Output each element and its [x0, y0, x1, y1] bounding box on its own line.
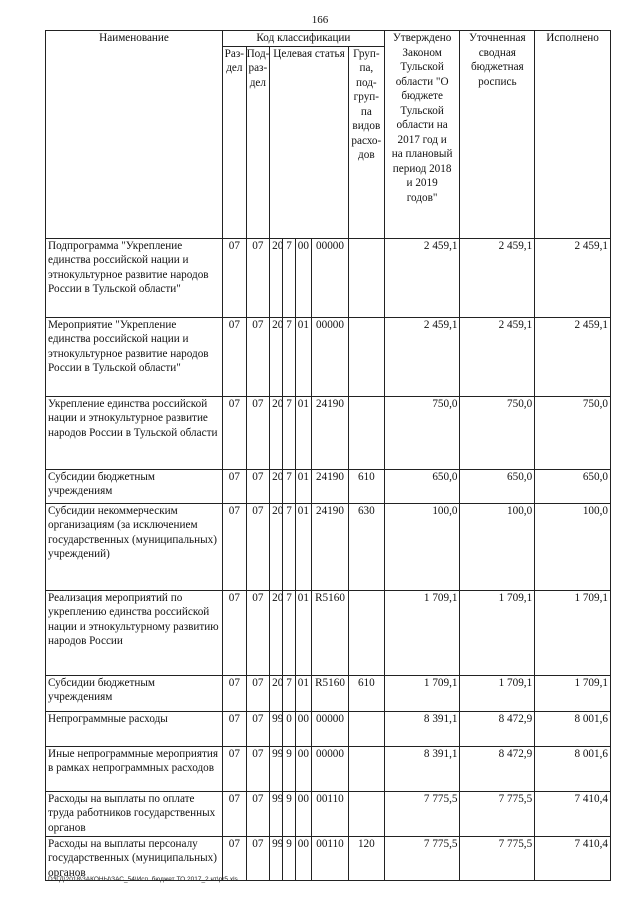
row-expense-group [348, 791, 384, 836]
row-executed: 2 459,1 [535, 238, 611, 317]
row-section: 07 [223, 836, 247, 881]
header-expense-group: Груп- па, под- груп- па видов расхо- дов [348, 46, 384, 238]
row-target-article-program: 20 [270, 675, 283, 711]
table-row [46, 836, 611, 881]
row-executed: 8 001,6 [535, 746, 611, 791]
row-refined: 7 775,5 [460, 836, 535, 881]
row-approved: 100,0 [384, 503, 460, 590]
page-number: 166 [311, 14, 329, 26]
row-target-article-main-event: 00 [295, 746, 311, 791]
row-approved: 650,0 [384, 469, 460, 503]
row-expense-group [348, 590, 384, 675]
row-executed: 7 410,4 [535, 836, 611, 881]
row-target-article-main-event: 00 [295, 238, 311, 317]
table-row [46, 791, 611, 836]
row-executed: 100,0 [535, 503, 611, 590]
row-target-article-main-event: 01 [295, 396, 311, 469]
row-refined: 8 472,9 [460, 746, 535, 791]
row-executed: 8 001,6 [535, 711, 611, 746]
row-name: Подпрограмма "Укрепление единства российской нации и этнокультурное развитие народов России в Тульской области" [46, 238, 223, 317]
table-row [46, 469, 611, 503]
row-approved: 1 709,1 [384, 590, 460, 675]
row-target-article-program: 20 [270, 238, 283, 317]
row-target-article-program: 99 [270, 836, 283, 881]
row-target-article-program: 20 [270, 396, 283, 469]
row-expense-group: 610 [348, 675, 384, 711]
budget-table [45, 30, 611, 881]
row-target-article-program: 99 [270, 791, 283, 836]
row-subsection: 07 [246, 836, 270, 881]
row-refined: 7 775,5 [460, 791, 535, 836]
row-subsection: 07 [246, 469, 270, 503]
row-target-article-program: 20 [270, 469, 283, 503]
row-executed: 1 709,1 [535, 675, 611, 711]
row-target-article-main-event: 00 [295, 836, 311, 881]
row-refined: 1 709,1 [460, 590, 535, 675]
row-refined: 8 472,9 [460, 711, 535, 746]
row-target-article-subprogram: 7 [283, 590, 295, 675]
row-target-article-subprogram: 7 [283, 238, 295, 317]
row-target-article-subprogram: 9 [283, 746, 295, 791]
row-target-article-program: 99 [270, 711, 283, 746]
table-row [46, 711, 611, 746]
row-expense-group: 630 [348, 503, 384, 590]
row-expense-group [348, 238, 384, 317]
row-target-article-subprogram: 7 [283, 469, 295, 503]
row-section: 07 [223, 791, 247, 836]
row-target-article-main-event: 00 [295, 711, 311, 746]
row-target-article-direction: 00110 [312, 836, 349, 881]
table-row [46, 590, 611, 675]
row-executed: 2 459,1 [535, 317, 611, 396]
row-approved: 8 391,1 [384, 711, 460, 746]
row-expense-group [348, 396, 384, 469]
row-section: 07 [223, 711, 247, 746]
row-refined: 1 709,1 [460, 675, 535, 711]
row-target-article-program: 20 [270, 317, 283, 396]
row-expense-group: 120 [348, 836, 384, 881]
row-target-article-subprogram: 7 [283, 675, 295, 711]
row-name: Расходы на выплаты персоналу государственных (муниципальных) органов [46, 836, 223, 881]
row-section: 07 [223, 590, 247, 675]
row-target-article-direction: 00000 [312, 746, 349, 791]
row-target-article-direction: 00000 [312, 238, 349, 317]
row-approved: 8 391,1 [384, 746, 460, 791]
row-target-article-main-event: 01 [295, 317, 311, 396]
row-target-article-direction: 00000 [312, 711, 349, 746]
header-subsection: Под- раз- дел [246, 46, 270, 238]
row-approved: 750,0 [384, 396, 460, 469]
header-name: Наименование [46, 31, 223, 239]
table-row [46, 746, 611, 791]
row-target-article-main-event: 01 [295, 675, 311, 711]
row-section: 07 [223, 503, 247, 590]
header-section: Раз- дел [223, 46, 247, 238]
row-target-article-program: 99 [270, 746, 283, 791]
row-name: Реализация мероприятий по укреплению единства российской нации и этнокультурному развитию народов России [46, 590, 223, 675]
row-executed: 7 410,4 [535, 791, 611, 836]
header-approved: Утверждено Законом Тульской области "О бюджете Тульской области на 2017 год и на плановый период 2018 и 2019 годов" [384, 31, 460, 239]
row-subsection: 07 [246, 711, 270, 746]
row-expense-group: 610 [348, 469, 384, 503]
row-expense-group [348, 746, 384, 791]
header-refined: Уточненная сводная бюджетная роспись [460, 31, 535, 239]
row-name: Мероприятие "Укрепление единства российской нации и этнокультурное развитие народов России в Тульской области" [46, 317, 223, 396]
row-expense-group [348, 317, 384, 396]
header-target-article: Целевая статья [270, 46, 349, 238]
table-row [46, 675, 611, 711]
row-executed: 1 709,1 [535, 590, 611, 675]
row-section: 07 [223, 675, 247, 711]
row-name: Расходы на выплаты по оплате труда работников государственных органов [46, 791, 223, 836]
row-subsection: 07 [246, 791, 270, 836]
row-name: Иные непрограммные мероприятия в рамках непрограммных расходов [46, 746, 223, 791]
table-row [46, 396, 611, 469]
header-code-classification: Код классификации [223, 31, 385, 47]
row-refined: 100,0 [460, 503, 535, 590]
row-subsection: 07 [246, 675, 270, 711]
row-name: Субсидии бюджетным учреждениям [46, 469, 223, 503]
row-section: 07 [223, 746, 247, 791]
row-target-article-direction: R5160 [312, 590, 349, 675]
row-name: Субсидии бюджетным учреждениям [46, 675, 223, 711]
row-target-article-direction: 00110 [312, 791, 349, 836]
row-target-article-main-event: 01 [295, 590, 311, 675]
row-target-article-subprogram: 7 [283, 396, 295, 469]
footer-file-path: D:\ГД\2018\ЗАКОНЫ\ЗАС_54\Исп. бюджет ТО 2017_2 чт\pr5.xls [48, 876, 238, 883]
table-row [46, 317, 611, 396]
table-row [46, 503, 611, 590]
row-target-article-direction: 24190 [312, 469, 349, 503]
row-target-article-direction: 24190 [312, 396, 349, 469]
row-target-article-program: 20 [270, 590, 283, 675]
row-refined: 650,0 [460, 469, 535, 503]
row-target-article-subprogram: 9 [283, 836, 295, 881]
row-target-article-subprogram: 0 [283, 711, 295, 746]
row-target-article-direction: 00000 [312, 317, 349, 396]
row-section: 07 [223, 469, 247, 503]
table-row [46, 238, 611, 317]
row-target-article-subprogram: 9 [283, 791, 295, 836]
row-subsection: 07 [246, 590, 270, 675]
row-target-article-subprogram: 7 [283, 317, 295, 396]
row-refined: 750,0 [460, 396, 535, 469]
row-name: Укрепление единства российской нации и этнокультурное развитие народов России в Тульской области [46, 396, 223, 469]
row-target-article-main-event: 01 [295, 503, 311, 590]
row-target-article-direction: R5160 [312, 675, 349, 711]
row-subsection: 07 [246, 238, 270, 317]
row-subsection: 07 [246, 503, 270, 590]
row-target-article-main-event: 00 [295, 791, 311, 836]
row-approved: 7 775,5 [384, 791, 460, 836]
header-executed: Исполнено [535, 31, 611, 239]
row-executed: 650,0 [535, 469, 611, 503]
row-approved: 2 459,1 [384, 317, 460, 396]
row-approved: 1 709,1 [384, 675, 460, 711]
row-subsection: 07 [246, 317, 270, 396]
row-approved: 7 775,5 [384, 836, 460, 881]
row-refined: 2 459,1 [460, 317, 535, 396]
row-approved: 2 459,1 [384, 238, 460, 317]
row-refined: 2 459,1 [460, 238, 535, 317]
row-section: 07 [223, 238, 247, 317]
row-subsection: 07 [246, 396, 270, 469]
row-section: 07 [223, 396, 247, 469]
row-name: Непрограммные расходы [46, 711, 223, 746]
row-target-article-subprogram: 7 [283, 503, 295, 590]
row-target-article-direction: 24190 [312, 503, 349, 590]
row-executed: 750,0 [535, 396, 611, 469]
row-target-article-main-event: 01 [295, 469, 311, 503]
row-target-article-program: 20 [270, 503, 283, 590]
table-body [46, 238, 611, 881]
row-section: 07 [223, 317, 247, 396]
row-name: Субсидии некоммерческим организациям (за исключением государственных (муниципальных) учреждений) [46, 503, 223, 590]
row-subsection: 07 [246, 746, 270, 791]
row-expense-group [348, 711, 384, 746]
